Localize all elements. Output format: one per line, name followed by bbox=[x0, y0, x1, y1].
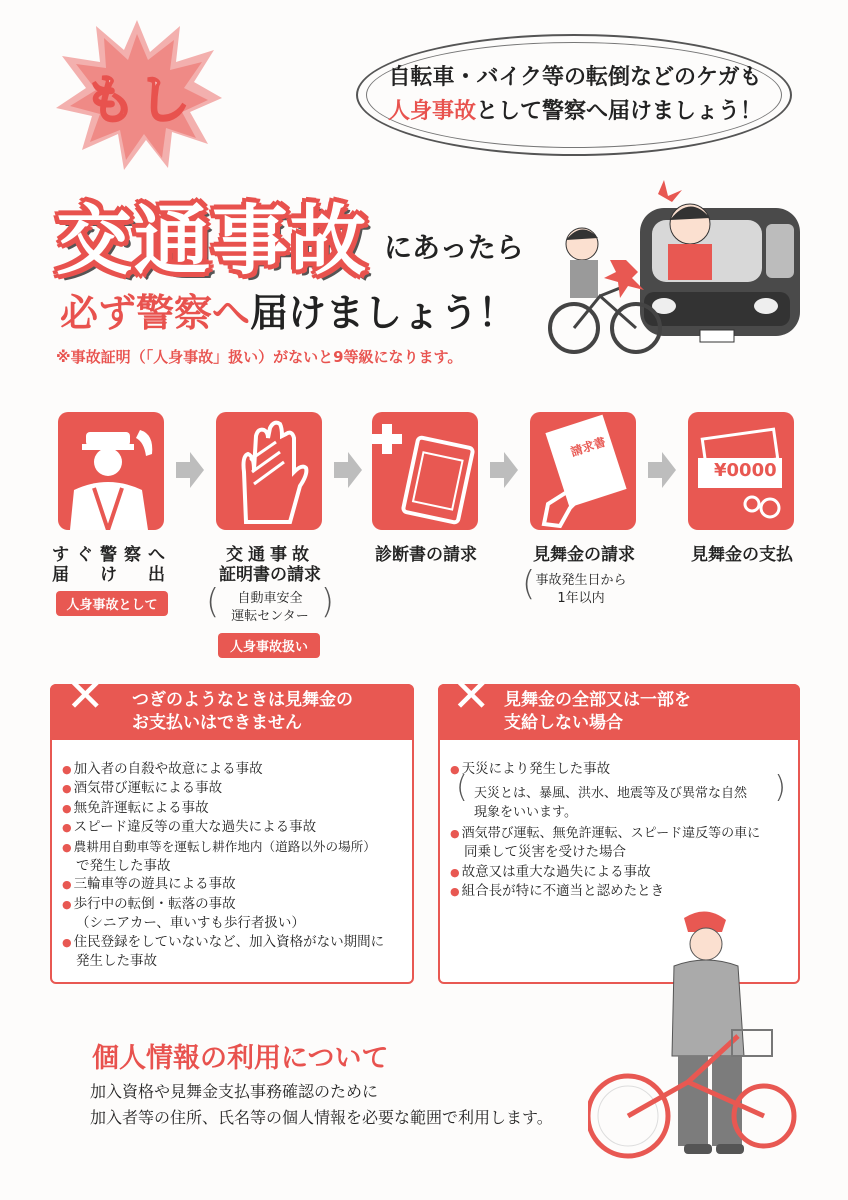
list-item: ● 故意又は重大な過失による事故 bbox=[450, 863, 651, 880]
list-item: ● 無免許運転による事故 bbox=[62, 799, 209, 816]
list-item: ● 農耕用自動車等を運転し耕作地内（道路以外の場所） bbox=[62, 838, 376, 854]
medical-clipboard-icon bbox=[372, 412, 478, 530]
money-text: ¥0000 bbox=[714, 460, 777, 481]
list-item: ● 加入者の自殺や故意による事故 bbox=[62, 761, 263, 777]
arrow-right-icon bbox=[334, 452, 362, 488]
partial-payment-header bbox=[438, 668, 800, 740]
privacy-line2: 加入者等の住所、氏名等の個人情報を必要な範囲で利用します。 bbox=[90, 1108, 553, 1127]
list-item: ● スピード違反等の重大な過失による事故 bbox=[62, 819, 317, 836]
disaster-definition-line2: 現象をいいます。 bbox=[474, 805, 577, 820]
step4-note-line1: 事故発生日から bbox=[535, 573, 627, 588]
step2-label bbox=[208, 545, 332, 585]
cross-icon: ✕ bbox=[66, 668, 105, 722]
notice-line2 bbox=[380, 94, 770, 125]
step2-hand-icon-panel bbox=[216, 412, 322, 530]
partial-payment-title2: 支給しない場合 bbox=[504, 713, 623, 733]
partial-payment-list bbox=[450, 760, 792, 902]
list-item: ● 三輪車等の遊具による事故 bbox=[62, 876, 236, 893]
privacy-body bbox=[90, 1079, 553, 1131]
step2-label-line2: 証明書の請求 bbox=[219, 565, 321, 585]
no-payment-title1: つぎのようなときは見舞金の bbox=[132, 690, 353, 710]
partial-payment-title1: 見舞金の全部又は一部を bbox=[504, 690, 691, 710]
no-payment-list bbox=[62, 760, 408, 970]
step4-label: 見舞金の請求 bbox=[533, 545, 635, 565]
disaster-definition: ( 天災とは、暴風、洪水、地震等及び異常な自然 現象をいいます。 ) bbox=[450, 780, 792, 824]
privacy-line1: 加入資格や見舞金支払事務確認のために bbox=[90, 1082, 379, 1101]
arrow-right-icon bbox=[648, 452, 676, 488]
list-item: ● 天災により発生した事故 bbox=[450, 761, 611, 777]
sub-title-rest: 届けましょう！ bbox=[250, 291, 517, 335]
list-item: ● 住民登録をしていないなど、加入資格がない期間に bbox=[62, 933, 385, 950]
step5-label: 見舞金の支払 bbox=[691, 545, 793, 565]
step4-note: ( 事故発生日から 1年以内 bbox=[522, 566, 640, 610]
list-item: ● 組合長が特に不適当と認めたとき bbox=[450, 883, 665, 899]
step1-label-line2: 届 け 出 bbox=[52, 565, 172, 585]
certificate-note: ※事故証明（「人身事故」扱い）がないと9等級になります。 bbox=[56, 348, 463, 366]
main-title: 交通事故 bbox=[56, 196, 368, 285]
step5-money-panel bbox=[688, 412, 794, 530]
list-item-cont: 同乗して災害を受けた場合 bbox=[464, 844, 626, 860]
step2-tag: 人身事故扱い bbox=[218, 633, 320, 658]
police-phone-icon bbox=[58, 412, 164, 530]
step3-clipboard-icon-panel bbox=[372, 412, 478, 530]
bandaged-hand-icon bbox=[216, 412, 322, 530]
step4-claim-form-panel bbox=[530, 412, 636, 530]
claim-form-text: 請求書 bbox=[568, 434, 608, 460]
notice-emphasis: 人身事故 bbox=[387, 99, 476, 124]
privacy-title: 個人情報の利用について bbox=[92, 1043, 389, 1074]
sub-title bbox=[60, 282, 516, 337]
list-item-cont: （シニアカー、車いすも歩行者扱い） bbox=[76, 915, 305, 932]
step2-note: ( 自動車安全 運転センター ) bbox=[206, 582, 334, 624]
list-item: ● 歩行中の転倒・転落の事故 bbox=[62, 895, 236, 912]
cross-icon: ✕ bbox=[452, 668, 491, 722]
step2-note-line2: 運転センター bbox=[231, 609, 309, 624]
step4-note-line2: 1年以内 bbox=[557, 591, 605, 606]
step2-label-line1: 交通事故 bbox=[226, 545, 314, 565]
arrow-right-icon bbox=[490, 452, 518, 488]
list-item-cont: で発生した事故 bbox=[76, 858, 171, 875]
step3-label: 診断書の請求 bbox=[375, 545, 477, 565]
claim-form-icon bbox=[530, 412, 636, 530]
disaster-definition-line1: 天災とは、暴風、洪水、地震等及び異常な自然 bbox=[474, 785, 748, 801]
cyclist-illustration bbox=[588, 906, 798, 1170]
step1-label-line1: すぐ警察へ bbox=[52, 545, 172, 565]
notice-line2-rest: として警察へ届けましょう！ bbox=[476, 99, 763, 124]
moshi-label: もし bbox=[83, 71, 192, 131]
main-title-suffix: にあったら bbox=[384, 231, 524, 264]
no-payment-header bbox=[50, 668, 414, 740]
step2-note-line1: 自動車安全 bbox=[237, 591, 303, 606]
list-item-cont: 発生した事故 bbox=[76, 953, 157, 970]
list-item: ● 酒気帯び運転による事故 bbox=[62, 780, 223, 797]
car-bicycle-accident-illustration bbox=[540, 180, 820, 360]
no-payment-title2: お支払いはできません bbox=[132, 713, 302, 733]
step1-police-icon-panel bbox=[58, 412, 164, 530]
sub-title-emphasis: 必ず警察へ bbox=[60, 291, 251, 335]
arrow-right-icon bbox=[176, 452, 204, 488]
step1-tag: 人身事故として bbox=[56, 591, 168, 616]
step1-label bbox=[50, 545, 174, 585]
list-item: ● 酒気帯び運転、無免許運転、スピード違反等の車に bbox=[450, 825, 761, 841]
notice-line1: 自転車・バイク等の転倒などのケガも bbox=[388, 65, 762, 90]
